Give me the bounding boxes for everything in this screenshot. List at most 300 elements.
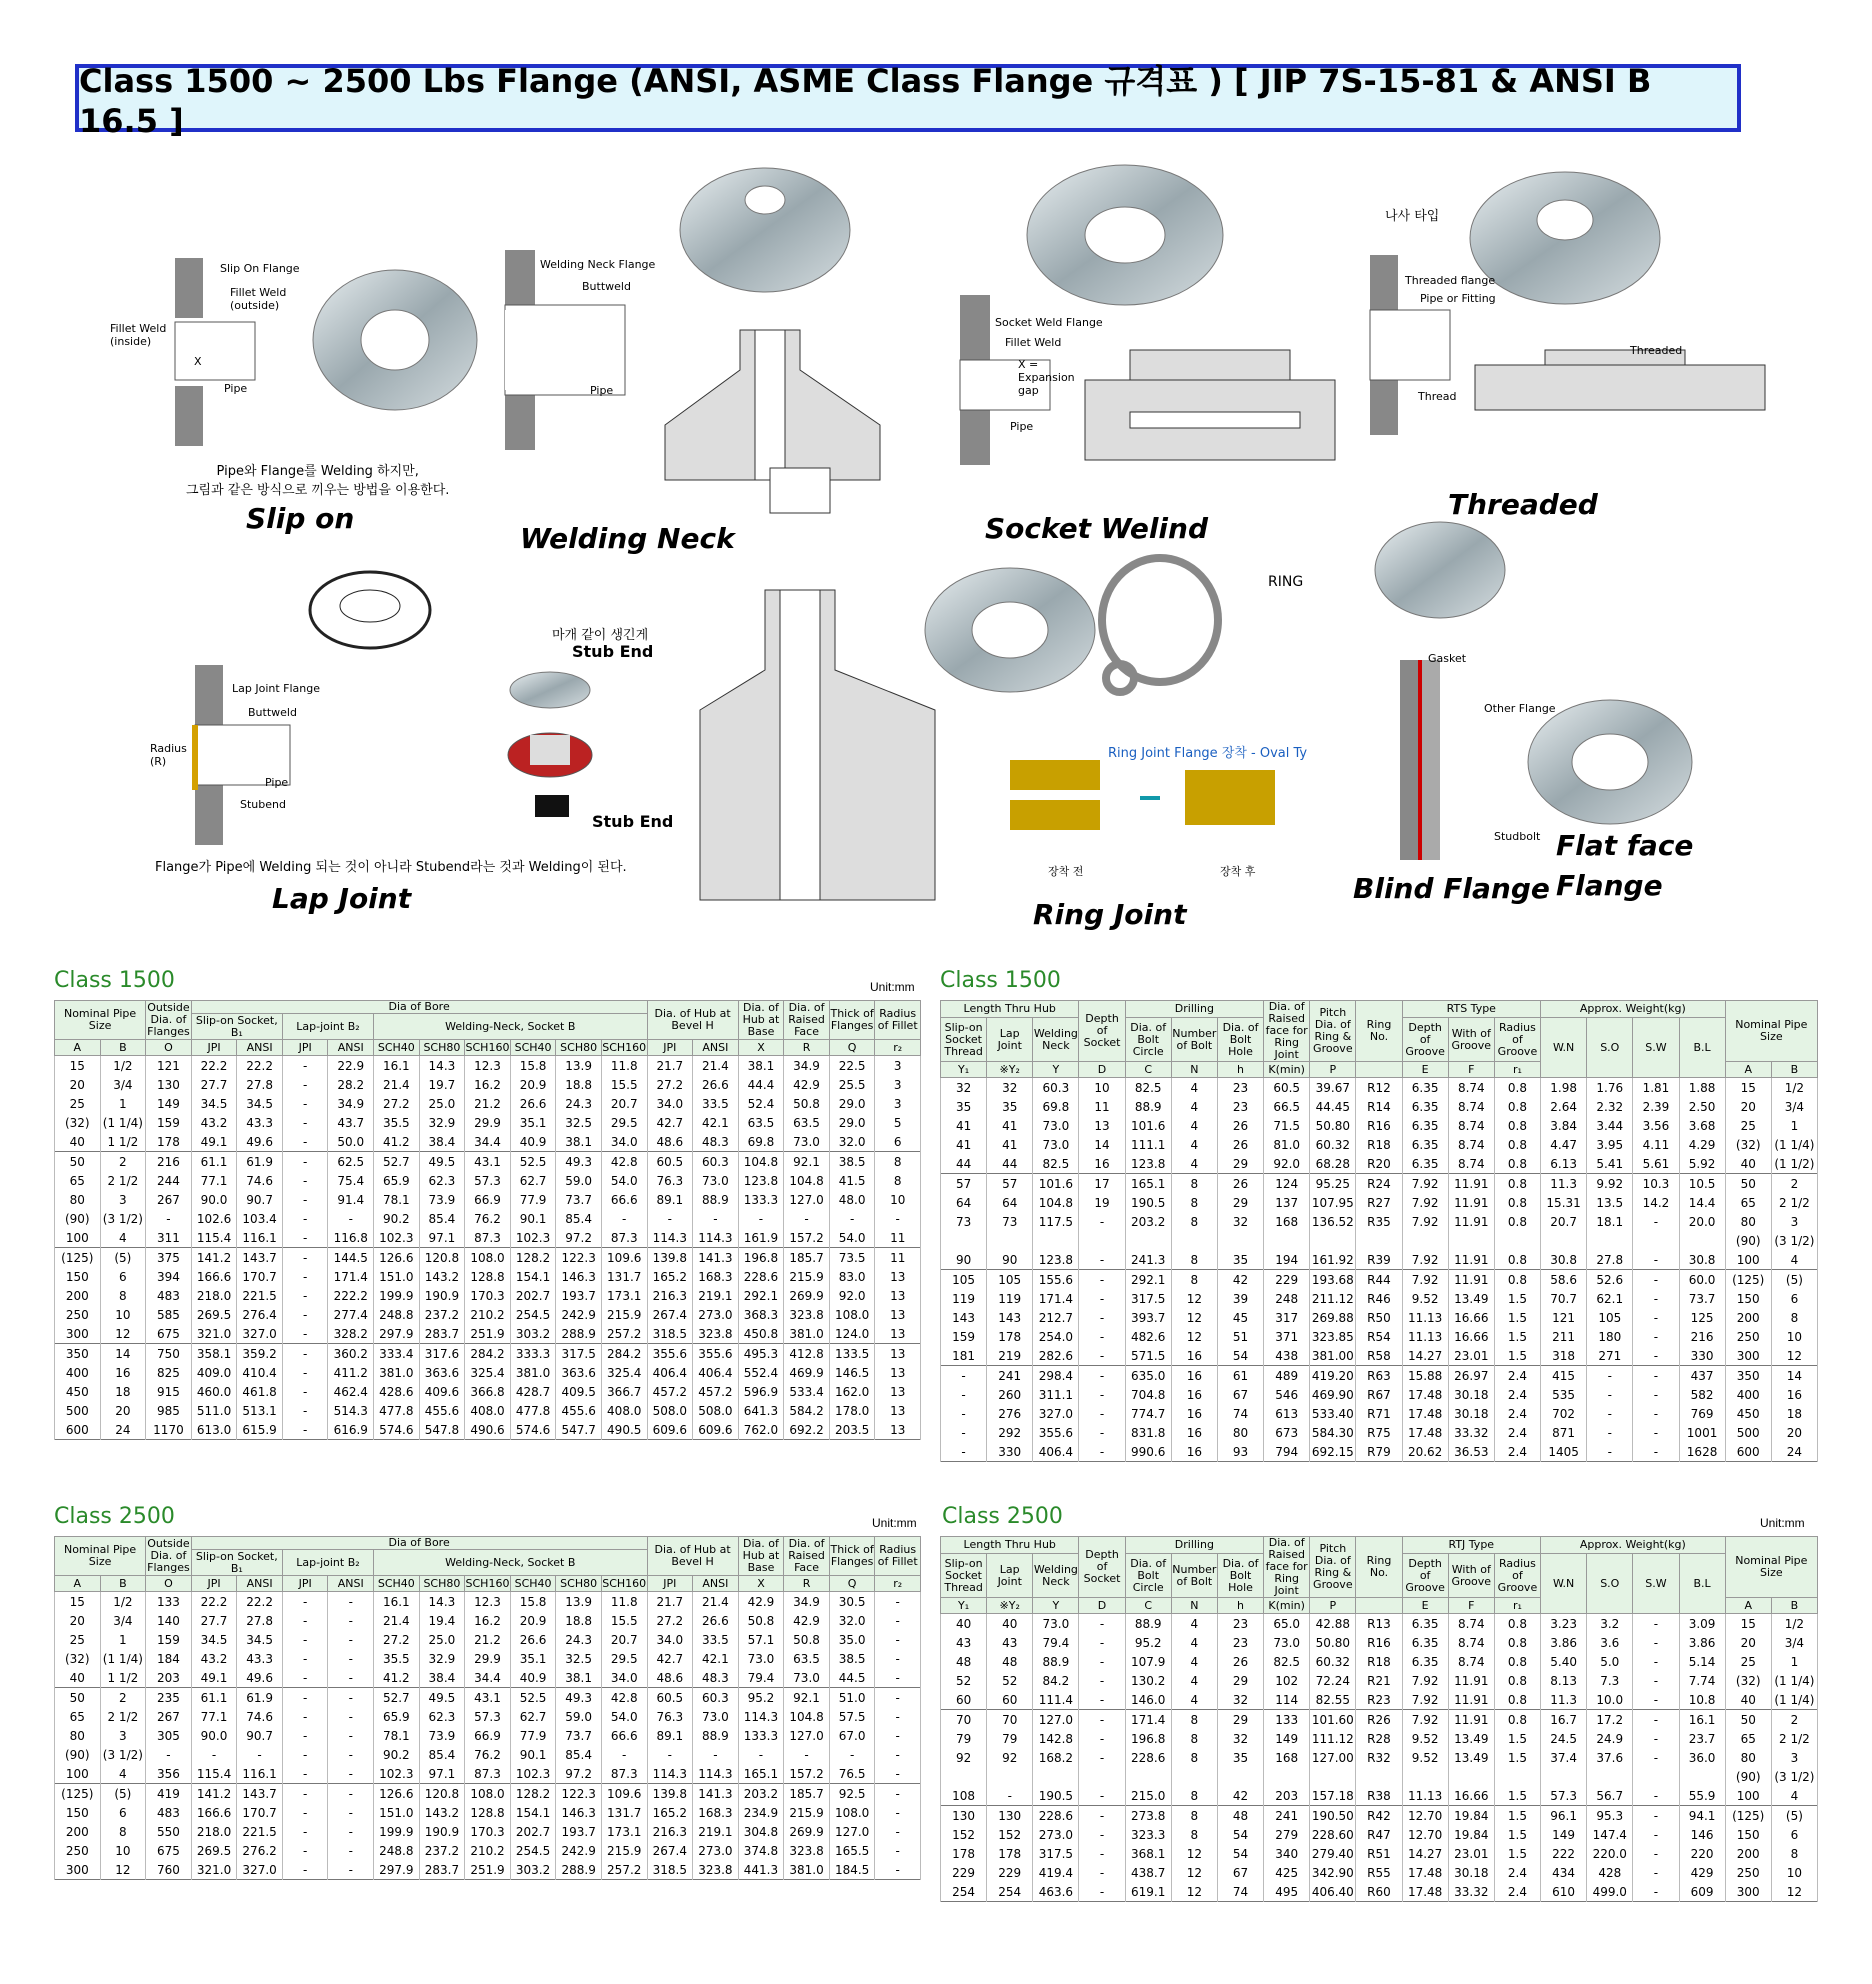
table-cell: 4.11: [1633, 1135, 1679, 1154]
table-cell: 104.8: [784, 1707, 830, 1726]
table-cell: -: [1079, 1786, 1125, 1806]
table-row: [941, 1423, 1818, 1442]
table-cell: 760: [146, 1860, 192, 1880]
table-cell: 78.1: [374, 1726, 420, 1745]
table-cell: -: [875, 1745, 921, 1764]
table-cell: 171.4: [1125, 1710, 1171, 1730]
table-cell: 489: [1264, 1366, 1310, 1386]
table-cell: 133: [146, 1592, 192, 1612]
table-cell: -: [875, 1611, 921, 1630]
table-cell: 12: [1771, 1346, 1817, 1366]
table-row: [941, 1366, 1818, 1386]
table-cell: (90): [55, 1209, 101, 1228]
table-cell: 8: [1771, 1308, 1817, 1327]
table-cell: -: [1633, 1442, 1679, 1462]
table-cell: 585: [146, 1305, 192, 1324]
class2500-drilling-weight-table: [940, 1536, 1818, 1902]
table-cell: 610: [1541, 1882, 1587, 1902]
table-cell: 43.3: [237, 1113, 283, 1132]
table-row: [941, 1346, 1818, 1366]
table-cell: 168.3: [693, 1267, 739, 1286]
threaded-dimension-drawing: [1475, 350, 1765, 410]
table-cell: 5.61: [1633, 1154, 1679, 1174]
table-row: [941, 1154, 1818, 1174]
table-cell: 59.0: [556, 1707, 602, 1726]
table-row: [55, 1764, 921, 1784]
table-cell: -: [1079, 1652, 1125, 1671]
table-cell: 60.5: [1264, 1078, 1310, 1098]
table-cell: 4: [1171, 1652, 1217, 1671]
table-cell: 42.1: [693, 1113, 739, 1132]
table-row: [941, 1671, 1818, 1690]
table-cell: 11.91: [1448, 1193, 1494, 1212]
table-cell: 73.7: [556, 1190, 602, 1209]
table-cell: 7.92: [1402, 1710, 1448, 1730]
table-cell: 90.7: [237, 1190, 283, 1209]
col-header: B.L: [1679, 1554, 1725, 1614]
table-cell: (32): [1725, 1671, 1771, 1690]
table-cell: 321.0: [191, 1324, 237, 1344]
table-cell: -: [328, 1784, 374, 1804]
table-cell: -: [941, 1385, 987, 1404]
table-row: [55, 1382, 921, 1401]
table-cell: 288.9: [556, 1860, 602, 1880]
table-cell: 66.9: [465, 1190, 511, 1209]
table-cell: 38.1: [556, 1668, 602, 1688]
table-cell: 482.6: [1125, 1327, 1171, 1346]
table-cell: 323.8: [784, 1305, 830, 1324]
table-row: [941, 1097, 1818, 1116]
table-cell: 50.80: [1310, 1633, 1356, 1652]
table-cell: -: [282, 1075, 328, 1094]
table-cell: 25: [1725, 1652, 1771, 1671]
table-cell: 196.8: [1125, 1729, 1171, 1748]
table-cell: 76.3: [647, 1171, 693, 1190]
table-cell: 11.91: [1448, 1212, 1494, 1231]
table-cell: 8.74: [1448, 1154, 1494, 1174]
table-cell: 105: [1587, 1308, 1633, 1327]
table-cell: 4.47: [1541, 1135, 1587, 1154]
table-cell: 613.0: [191, 1420, 237, 1440]
table-cell: 32: [987, 1078, 1033, 1098]
table-cell: 2.50: [1679, 1097, 1725, 1116]
col-header: Ring No.: [1356, 1537, 1402, 1598]
table-cell: 52: [941, 1671, 987, 1690]
table-cell: 184: [146, 1649, 192, 1668]
class1500-right-title: Class 1500: [940, 968, 1061, 993]
table-cell: 393.7: [1125, 1308, 1171, 1327]
table-cell: R12: [1356, 1078, 1402, 1098]
table-cell: 3/4: [100, 1075, 146, 1094]
slip-on-note: Pipe와 Flange를 Welding 하지만, 그림과 같은 방식으로 끼우는 방법을 이용한다.: [186, 464, 450, 498]
table-cell: 271: [1587, 1346, 1633, 1366]
table-cell: 408.0: [601, 1401, 647, 1420]
table-cell: 12: [1171, 1882, 1217, 1902]
table-cell: -: [1079, 1825, 1125, 1844]
table-cell: 27.8: [1587, 1250, 1633, 1270]
table-cell: 248: [1264, 1289, 1310, 1308]
table-cell: 333.3: [510, 1344, 556, 1364]
table-cell: 547.8: [419, 1420, 465, 1440]
table-cell: 3.84: [1541, 1116, 1587, 1135]
table-cell: 79: [987, 1729, 1033, 1748]
table-cell: 2.4: [1494, 1423, 1540, 1442]
table-cell: -: [875, 1688, 921, 1708]
table-cell: 350: [55, 1344, 101, 1364]
table-cell: -: [282, 1688, 328, 1708]
table-cell: 21.2: [465, 1094, 511, 1113]
ring-joint-caption: Ring Joint: [1033, 898, 1187, 931]
table-cell: 457.2: [647, 1382, 693, 1401]
table-cell: 63.5: [784, 1649, 830, 1668]
table-cell: 38.1: [738, 1056, 784, 1076]
col-header: Slip-on Socket Thread: [941, 1554, 987, 1598]
table-cell: 27.2: [374, 1094, 420, 1113]
table-cell: 550: [146, 1822, 192, 1841]
col-header: Dia. of Bolt Circle: [1125, 1554, 1171, 1598]
table-cell: (90): [1725, 1767, 1771, 1786]
label: Threaded flange: [1405, 274, 1496, 287]
col-letter: JPI: [282, 1576, 328, 1592]
table-cell: 11.3: [1541, 1174, 1587, 1194]
table-cell: 90.0: [191, 1726, 237, 1745]
table-cell: 411.2: [328, 1363, 374, 1382]
table-cell: 143: [941, 1308, 987, 1327]
table-cell: 221.5: [237, 1286, 283, 1305]
table-cell: -: [875, 1726, 921, 1745]
table-cell: 42.8: [601, 1152, 647, 1172]
table-cell: 3: [875, 1075, 921, 1094]
table-cell: 2 1/2: [100, 1171, 146, 1190]
table-cell: 29.0: [829, 1094, 875, 1113]
table-cell: 190.5: [1125, 1193, 1171, 1212]
table-cell: 193.7: [556, 1286, 602, 1305]
table-cell: R21: [1356, 1671, 1402, 1690]
table-cell: (32): [1725, 1135, 1771, 1154]
table-cell: 142.8: [1033, 1729, 1079, 1748]
table-cell: (1 1/2): [1771, 1154, 1817, 1174]
table-cell: 13: [875, 1420, 921, 1440]
table-cell: -: [1633, 1404, 1679, 1423]
col-header: Dia. of Raised Face: [784, 1537, 830, 1576]
table-cell: -: [941, 1404, 987, 1423]
table-cell: 292.1: [1125, 1270, 1171, 1290]
table-cell: 0.8: [1494, 1116, 1540, 1135]
table-cell: 8: [875, 1171, 921, 1190]
table-cell: -: [328, 1707, 374, 1726]
table-cell: 108.0: [829, 1305, 875, 1324]
table-cell: 4: [1771, 1250, 1817, 1270]
table-cell: -: [1079, 1748, 1125, 1767]
table-cell: 277.4: [328, 1305, 374, 1324]
table-cell: 16.1: [374, 1056, 420, 1076]
table-cell: (3 1/2): [100, 1745, 146, 1764]
table-cell: 23: [1217, 1097, 1263, 1116]
table-cell: 317.5: [1033, 1844, 1079, 1863]
table-cell: 596.9: [738, 1382, 784, 1401]
table-cell: 185.7: [784, 1248, 830, 1268]
table-cell: 457.2: [693, 1382, 739, 1401]
col-header: Thick of Flanges: [829, 1537, 875, 1576]
table-cell: 1/2: [100, 1056, 146, 1076]
table-cell: -: [1633, 1614, 1679, 1634]
table-cell: 34.9: [784, 1592, 830, 1612]
table-cell: 152: [941, 1825, 987, 1844]
col-header: W.N: [1541, 1018, 1587, 1078]
label: Lap Joint Flange: [232, 682, 321, 695]
table-cell: 25: [1725, 1116, 1771, 1135]
table-cell: 109.6: [601, 1784, 647, 1804]
table-cell: 171.4: [1033, 1289, 1079, 1308]
label: Buttweld: [582, 280, 631, 293]
table-cell: 9.92: [1587, 1174, 1633, 1194]
table-cell: 363.6: [556, 1363, 602, 1382]
table-cell: 127.00: [1310, 1748, 1356, 1767]
table-cell: 170.3: [465, 1286, 511, 1305]
table-cell: 20.7: [1541, 1212, 1587, 1231]
table-cell: 368.3: [738, 1305, 784, 1324]
table-cell: 141.3: [693, 1784, 739, 1804]
table-cell: 4: [1171, 1154, 1217, 1174]
table-cell: 16.66: [1448, 1786, 1494, 1806]
table-cell: 8: [100, 1822, 146, 1841]
table-cell: R32: [1356, 1748, 1402, 1767]
table-cell: 3: [100, 1190, 146, 1209]
col-letter: SCH80: [556, 1576, 602, 1592]
table-cell: 333.4: [374, 1344, 420, 1364]
table-cell: -: [282, 1630, 328, 1649]
table-cell: 16.66: [1448, 1327, 1494, 1346]
table-cell: 8.74: [1448, 1116, 1494, 1135]
table-cell: 150: [1725, 1289, 1771, 1308]
table-cell: -: [328, 1841, 374, 1860]
table-cell: 18.8: [556, 1611, 602, 1630]
table-row: [55, 1228, 921, 1248]
table-cell: 155.6: [1033, 1270, 1079, 1290]
table-cell: 1/2: [100, 1592, 146, 1612]
table-cell: 762.0: [738, 1420, 784, 1440]
table-cell: 57.5: [829, 1707, 875, 1726]
table-cell: R47: [1356, 1825, 1402, 1844]
table-cell: 1: [1771, 1116, 1817, 1135]
table-cell: 35.1: [510, 1113, 556, 1132]
table-cell: 111.12: [1310, 1729, 1356, 1748]
table-cell: 248.8: [374, 1841, 420, 1860]
table-cell: 11.13: [1402, 1308, 1448, 1327]
table-row: [941, 1729, 1818, 1748]
table-cell: 2.64: [1541, 1097, 1587, 1116]
table-cell: 219: [987, 1346, 1033, 1366]
table-cell: -: [1079, 1614, 1125, 1634]
table-cell: 242.9: [556, 1305, 602, 1324]
table-cell: -: [875, 1592, 921, 1612]
col-letter: E: [1402, 1598, 1448, 1614]
table-cell: 178: [987, 1327, 1033, 1346]
table-cell: 323.8: [693, 1860, 739, 1880]
table-cell: 215.9: [601, 1305, 647, 1324]
table-cell: 60.5: [647, 1152, 693, 1172]
table-cell: 108.0: [465, 1248, 511, 1268]
table-cell: -: [328, 1745, 374, 1764]
flat-face-flange-photo: [1528, 700, 1692, 824]
table-cell: 4.29: [1679, 1135, 1725, 1154]
col-header: W.N: [1541, 1554, 1587, 1614]
table-row: [55, 1324, 921, 1344]
table-cell: 219.1: [693, 1822, 739, 1841]
table-cell: 5.14: [1679, 1652, 1725, 1671]
table-cell: 83.0: [829, 1267, 875, 1286]
table-cell: 170.7: [237, 1267, 283, 1286]
table-cell: -: [941, 1442, 987, 1462]
table-cell: 609: [1679, 1882, 1725, 1902]
table-cell: 469.9: [784, 1363, 830, 1382]
table-cell: 170.3: [465, 1822, 511, 1841]
table-cell: 12: [1771, 1882, 1817, 1902]
table-cell: 279.40: [1310, 1844, 1356, 1863]
table-cell: 419.20: [1310, 1366, 1356, 1386]
table-cell: 571.5: [1125, 1346, 1171, 1366]
table-cell: 211: [1541, 1327, 1587, 1346]
table-cell: 6: [1771, 1289, 1817, 1308]
table-cell: 54: [1217, 1346, 1263, 1366]
table-cell: 29.9: [465, 1113, 511, 1132]
table-row: [941, 1270, 1818, 1290]
label: Fillet Weld (outside): [230, 286, 287, 312]
col-letter: C: [1125, 1598, 1171, 1614]
table-cell: 14: [100, 1344, 146, 1364]
table-cell: -: [1633, 1346, 1679, 1366]
table-cell: -: [875, 1803, 921, 1822]
table-cell: 358.1: [191, 1344, 237, 1364]
table-cell: 5.0: [1587, 1652, 1633, 1671]
table-cell: 105: [987, 1270, 1033, 1290]
table-cell: 40: [1725, 1690, 1771, 1710]
table-cell: 168: [1264, 1748, 1310, 1767]
table-cell: R44: [1356, 1270, 1402, 1290]
table-cell: 11.13: [1402, 1786, 1448, 1806]
table-cell: 210.2: [465, 1305, 511, 1324]
table-cell: [1448, 1231, 1494, 1250]
col-letter: P: [1310, 1062, 1356, 1078]
table-cell: 469.90: [1310, 1385, 1356, 1404]
table-cell: 0.8: [1494, 1193, 1540, 1212]
table-cell: 10.3: [1633, 1174, 1679, 1194]
table-cell: 216.3: [647, 1822, 693, 1841]
table-cell: 49.3: [556, 1152, 602, 1172]
table-cell: 254.5: [510, 1841, 556, 1860]
table-cell: 72.24: [1310, 1671, 1356, 1690]
table-cell: -: [282, 1228, 328, 1248]
table-cell: 173.1: [601, 1286, 647, 1305]
table-row: [941, 1442, 1818, 1462]
table-cell: (3 1/2): [1771, 1767, 1817, 1786]
table-cell: 11.8: [601, 1592, 647, 1612]
table-cell: 355.6: [1033, 1423, 1079, 1442]
table-cell: -: [282, 1784, 328, 1804]
table-cell: 250: [55, 1305, 101, 1324]
table-cell: 6.35: [1402, 1614, 1448, 1634]
table-cell: (1 1/4): [100, 1649, 146, 1668]
col-header: Depth of Groove: [1402, 1554, 1448, 1598]
table-cell: -: [282, 1592, 328, 1612]
table-cell: (125): [55, 1784, 101, 1804]
table-cell: 125: [1679, 1308, 1725, 1327]
table-cell: 250: [55, 1841, 101, 1860]
table-cell: 8.74: [1448, 1135, 1494, 1154]
table-cell: 78.1: [374, 1190, 420, 1209]
table-cell: 39.67: [1310, 1078, 1356, 1098]
table-cell: 108: [941, 1786, 987, 1806]
table-cell: 171.4: [328, 1267, 374, 1286]
table-cell: 477.8: [510, 1401, 556, 1420]
table-cell: 13.49: [1448, 1289, 1494, 1308]
col-header: Welding-Neck, Socket B: [374, 1014, 647, 1040]
table-cell: 27.2: [647, 1611, 693, 1630]
table-cell: -: [875, 1707, 921, 1726]
table-cell: 514.3: [328, 1401, 374, 1420]
table-cell: 200: [55, 1822, 101, 1841]
table-cell: 67.0: [829, 1726, 875, 1745]
table-cell: 237.2: [419, 1305, 465, 1324]
table-cell: 102.3: [510, 1228, 556, 1248]
table-cell: (125): [1725, 1806, 1771, 1826]
table-cell: 100: [55, 1764, 101, 1784]
table-cell: 13: [1079, 1116, 1125, 1135]
table-cell: 92.1: [784, 1688, 830, 1708]
table-cell: 22.2: [237, 1592, 283, 1612]
table-cell: 547.7: [556, 1420, 602, 1440]
table-cell: 619.1: [1125, 1882, 1171, 1902]
table-cell: 127.0: [829, 1822, 875, 1841]
col-letter: SCH160: [602, 1040, 647, 1054]
table-cell: -: [829, 1745, 875, 1764]
col-header: Radius of Groove: [1494, 1554, 1540, 1598]
table-cell: 304.8: [738, 1822, 784, 1841]
table-cell: 149: [1264, 1729, 1310, 1748]
table-cell: 317.5: [556, 1344, 602, 1364]
table-cell: 127.0: [784, 1726, 830, 1745]
col-header: Number of Bolt: [1171, 1554, 1217, 1598]
table-cell: 173.1: [601, 1822, 647, 1841]
socket-weld-caption: Socket Welind: [985, 512, 1209, 545]
table-cell: 34.0: [647, 1630, 693, 1649]
table-cell: 203.2: [1125, 1212, 1171, 1231]
table-row: [941, 1212, 1818, 1231]
table-cell: 500: [1725, 1423, 1771, 1442]
table-cell: 65.0: [1264, 1614, 1310, 1634]
table-cell: 283.7: [419, 1860, 465, 1880]
table-cell: -: [1633, 1366, 1679, 1386]
table-cell: -: [282, 1190, 328, 1209]
table-cell: -: [282, 1726, 328, 1745]
table-cell: 42.9: [784, 1075, 830, 1094]
table-cell: 82.55: [1310, 1690, 1356, 1710]
class2500-dimension-table: [54, 1536, 921, 1880]
label: Radius (R): [150, 742, 187, 768]
table-cell: 13: [875, 1363, 921, 1382]
table-cell: 199.9: [374, 1822, 420, 1841]
table-cell: 94.1: [1679, 1806, 1725, 1826]
table-cell: 69.8: [738, 1132, 784, 1152]
table-cell: 88.9: [1033, 1652, 1079, 1671]
table-cell: 340: [1264, 1844, 1310, 1863]
table-cell: -: [282, 1707, 328, 1726]
table-cell: -: [328, 1209, 374, 1228]
table-cell: 126.6: [374, 1784, 420, 1804]
table-cell: 178: [941, 1844, 987, 1863]
table-cell: 0.8: [1494, 1690, 1540, 1710]
table-cell: -: [328, 1649, 374, 1668]
